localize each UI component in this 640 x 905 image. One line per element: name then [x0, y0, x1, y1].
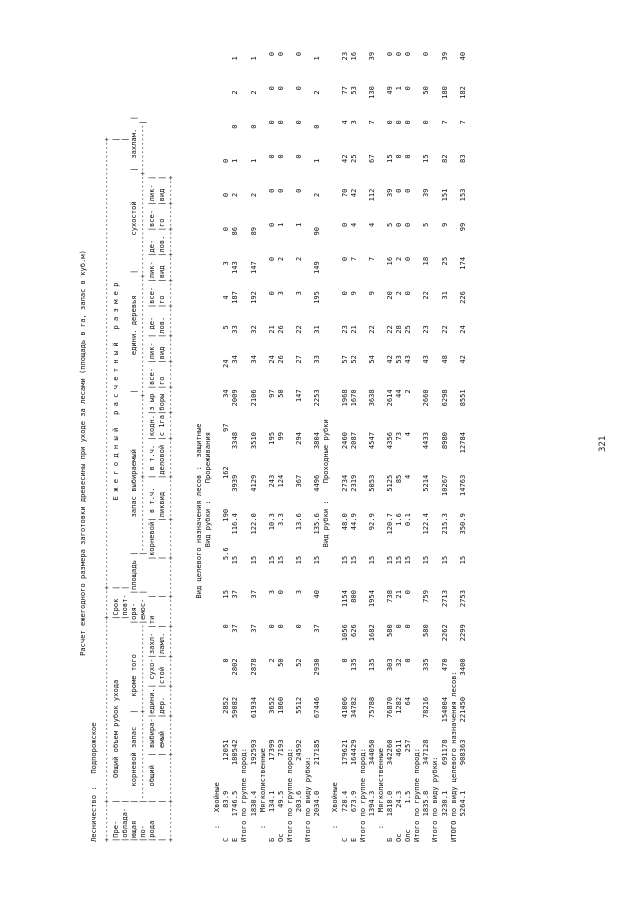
table-row: 3230.1 691178 154004 470 2262 2713 15 215.3 10267 8980 6298 48 22 31 25 9 151 82 7 180 39 [439, 51, 449, 842]
table-row: Итого по группе пород: [412, 748, 422, 842]
table-row: 2034.0 217185 67446 2930 37 40 15 135.6 4496 3804 2253 33 31 195 149 90 2 1 0 2 1 [312, 56, 322, 842]
table-header [102, 116, 175, 842]
table-row: 1830.4 192593 61934 2878 37 37 15 122.0 4129 3510 2106 34 32 192 147 89 2 1 0 2 1 [248, 56, 258, 842]
table-row: С 720.4 179621 41006 0 1056 1154 15 48.0 2734 2460 1968 57 23 0 0 0 70 42 4 77 23 [339, 51, 349, 842]
table-row: : Мягколиственные [257, 748, 267, 842]
table-row: 5264.1 908363 221450 3400 2299 2753 15 350.9 14763 12784 8551 42 24 226 174 99 153 83 7 182 40 [457, 51, 467, 842]
table-row: : Мягколиственные [375, 748, 385, 842]
table-row: Итого по виду рубки: [303, 756, 313, 842]
table-header-line: +--------+----------+--------+------+------+------+------+--------+--------+---------+--------+-----+-----+-----+-----+------+-----+-----+-----+-----+-----+ [165, 175, 175, 842]
page-number: 321 [598, 435, 608, 452]
table-header-line: +--------+------------------------------------------+------+--------------------------------------------------------------------------------------------------------+ [102, 137, 111, 842]
document-title: Расчет ежегодного размера заготовки древесины при уходе за лесами (площадь в га, запас в куб.м) [78, 250, 87, 656]
table-row: Б 134.1 17399 3652 2 0 3 15 10.3 243 195 97 24 21 0 0 0 0 0 0 0 0 [266, 51, 276, 842]
table-row: Итого по виду рубки: [430, 756, 440, 842]
table-row: Ос 24.3 4611 1282 32 0 21 15 1.6 85 73 44 53 28 2 2 0 0 0 0 1 0 [394, 51, 404, 842]
table-row: Итого по группе пород: [239, 748, 249, 842]
table-row: Итого по группе пород: [284, 748, 294, 842]
table-row: : Хвойные [212, 782, 222, 842]
table-header-line: |ющая | корневой запас | кроме того |оря- |площадь | запас выбираемый | едини. деревья | сухостой | захлам. | [129, 115, 139, 842]
table-header-line: |Пре- | Общий объем рубок ухода |Срок | Е ж е г о д н ы й р а с ч е т н ы й р а з м е р | [111, 137, 121, 842]
table-row: Ос 49.5 7193 1860 50 0 0 15 3.3 124 99 50 26 26 3 2 1 0 0 0 0 0 [275, 51, 285, 842]
table-body [194, 52, 467, 842]
rotated-table-sheet [78, 51, 588, 848]
table-header-line: |облада- | |повт- | | [120, 137, 130, 842]
table-row: Олс 1.5 257 64 0 0 0 15 0.1 4 4 2 43 25 0 0 0 0 0 0 0 0 [403, 51, 413, 842]
table-row: С 83.9 12051 2852 0 0 15 5.6 190 162 97 34 24 5 4 3 0 0 0 [221, 158, 231, 842]
table-row: Вид целевого назначения лесов : защитные [194, 423, 203, 842]
forestry-line: Лесничество : Подпорожское [89, 722, 98, 842]
table-row: Е 673.9 164429 34782 135 626 800 15 44.9 2319 2087 1670 52 21 9 7 4 42 25 3 53 16 [348, 51, 358, 842]
table-header-line: |рода | общий | выбира-|едини.| сухо-|захл- |ти | |корневой| в т.ч. | в т.ч. |кодн.|з ыр |все- |лик- | де- |все- |лик- |де- |все- |лик- | [147, 175, 157, 842]
table-row: Итого по группе пород: [357, 748, 367, 842]
table-row: 1394.3 344050 75788 135 1682 1954 15 92.9 5053 4547 3638 54 22 9 7 4 112 67 7 130 39 [366, 51, 376, 842]
table-row: : Хвойные [330, 782, 340, 842]
table-row: ИТОГО по виду целевого назначения лесов: [448, 671, 458, 842]
table-row: 203.6 24592 5512 52 0 3 15 13.6 367 294 147 27 22 3 2 1 0 0 0 0 0 [294, 51, 304, 842]
table-row: 1835.8 347128 78216 335 580 759 15 122.4 5214 4433 2660 43 23 22 18 5 39 15 0 50 0 [421, 51, 431, 842]
table-row: Е 1746.5 180542 59082 2802 37 37 15 116.4 3939 3348 2009 34 33 187 143 86 2 1 0 2 1 [230, 56, 240, 842]
table-row: Вид рубки : Проходные рубки [321, 419, 331, 842]
table-row: Б 1810.0 342260 76870 303 580 738 15 120.7 5125 4356 2614 42 22 20 16 5 39 15 0 49 0 [384, 51, 394, 842]
table-header-line: | | | емый |дер. |стой |ламл. | | | |ликвид |деловой |с 1га|боры |го |вид |лов. |го |вид |лов. |го |вид | [156, 175, 166, 842]
table-row: Вид рубки : Прореживания [203, 432, 213, 842]
table-header-line: |по- |--------------------+--------------------|емос- | |-----------------+------------------+---------------------------+-----------------------+-----------| [138, 120, 148, 842]
